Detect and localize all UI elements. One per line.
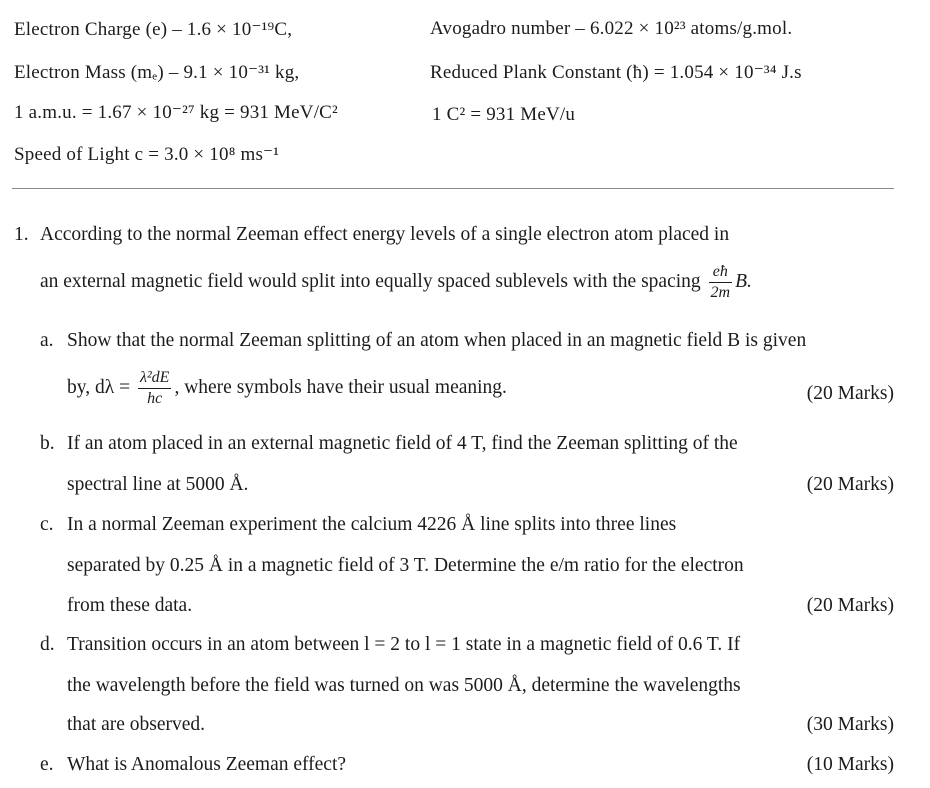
part-b-marks: (20 Marks) <box>806 474 894 495</box>
part-d-line1: Transition occurs in an atom between l = 2 to l = 1 state in a magnetic field of 0.6 T. If <box>67 634 741 655</box>
constant-planck: Reduced Plank Constant (ħ) = 1.054 × 10⁻³⁴ J.s <box>430 62 802 83</box>
divider <box>12 188 894 189</box>
spacing-denominator: 2m <box>710 284 731 301</box>
constant-electron-mass: Electron Mass (mₑ) – 9.1 × 10⁻³¹ kg, <box>14 62 300 83</box>
part-b-label: b. <box>40 433 55 454</box>
part-a-formula-denominator: hc <box>147 390 163 407</box>
part-b-line2: spectral line at 5000 Å. <box>67 474 249 495</box>
part-c-line2: separated by 0.25 Å in a magnetic field of 3 T. Determine the e/m ratio for the electron <box>67 555 744 576</box>
part-c-line3: from these data. <box>67 595 193 616</box>
question-intro-line2: an external magnetic field would split into equally spaced sublevels with the spacing <box>40 270 701 292</box>
part-d-line3: that are observed. <box>67 714 206 735</box>
part-d-line2: the wavelength before the field was turned on was 5000 Å, determine the wavelengths <box>67 675 741 696</box>
constant-electron-charge: Electron Charge (e) – 1.6 × 10⁻¹⁹C, <box>14 19 293 40</box>
spacing-tail: B. <box>735 270 752 292</box>
part-a-formula <box>138 368 172 409</box>
part-a-formula-numerator: λ²dE <box>138 368 172 389</box>
part-a-line2 <box>67 368 507 409</box>
part-a-marks: (20 Marks) <box>806 383 894 404</box>
constant-avogadro: Avogadro number – 6.022 × 10²³ atoms/g.mol. <box>430 18 793 39</box>
question-intro-line1: According to the normal Zeeman effect energy levels of a single electron atom placed in <box>40 224 730 245</box>
part-a-line2-suffix: , where symbols have their usual meaning. <box>174 376 507 398</box>
constant-speed-of-light: Speed of Light c = 3.0 × 10⁸ ms⁻¹ <box>14 144 280 165</box>
part-a-line2-prefix: by, dλ = <box>67 376 131 398</box>
part-a-label: a. <box>40 330 54 351</box>
part-d-marks: (30 Marks) <box>806 714 894 735</box>
part-c-line1: In a normal Zeeman experiment the calcium 4226 Å line splits into three lines <box>67 514 677 535</box>
question-number: 1. <box>14 224 29 245</box>
part-e-marks: (10 Marks) <box>806 754 894 775</box>
part-e-line1: What is Anomalous Zeeman effect? <box>67 754 347 775</box>
spacing-fraction <box>709 262 733 303</box>
part-e-label: e. <box>40 754 54 775</box>
spacing-numerator: eħ <box>709 262 733 283</box>
part-d-label: d. <box>40 634 55 655</box>
part-a-line1: Show that the normal Zeeman splitting of an atom when placed in an magnetic field B is given <box>67 330 807 351</box>
constant-amu: 1 a.m.u. = 1.67 × 10⁻²⁷ kg = 931 MeV/C² <box>14 102 338 123</box>
question-intro-line2-wrap <box>40 262 752 303</box>
constant-c2: 1 C² = 931 MeV/u <box>432 104 576 125</box>
part-c-marks: (20 Marks) <box>806 595 894 616</box>
part-c-label: c. <box>40 514 54 535</box>
part-b-line1: If an atom placed in an external magnetic field of 4 T, find the Zeeman splitting of the <box>67 433 738 454</box>
